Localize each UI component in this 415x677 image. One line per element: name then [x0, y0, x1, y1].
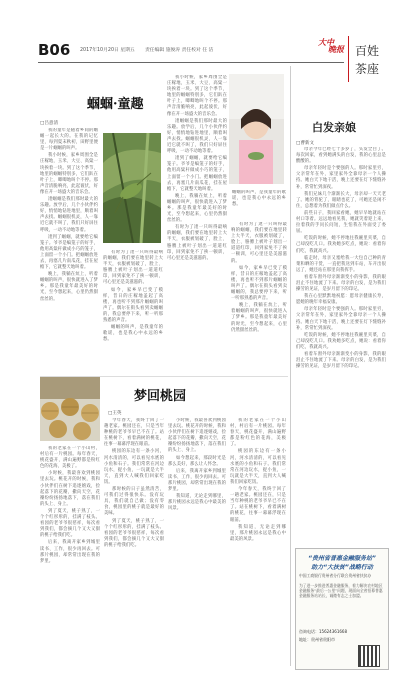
paragraph: 有时为了逮一只叫得最响的蝈蝈，我们要在地里转上大半天，衣服被划破了，脸上、胳膊上被叶子划出一道道红印，回到家免不了挨一顿训，可心里还是美滋滋的。: [231, 222, 287, 264]
paragraph: 逮到了蝈蝈，就要给它编笼子。爷爷是编笼子的好手，他用高粱秆做成小巧的笼子，上面留一个小门。把蝈蝈放进去，再塞几片南瓜花，挂在屋檐下，它就整天地叫着。: [167, 156, 227, 192]
paragraph: 我的童年是随着乡间的蝈蝈一起长大的。在我的记忆里，每到夏末秋初，田野里便是一片蝈蝈的叫声。: [40, 128, 98, 152]
paragraph: 后来，我离开家乡到城里读书、工作，很少再回去。可那片桃园，却常常出现在我的梦里。: [168, 468, 226, 493]
paragraph: 小时候，我最喜欢到桃园里去玩。桃花开的时候，我和小伙伴们在树下追逐嬉戏，捡起落下的花瓣，撒向天空，花瓣纷纷扬扬地落下，落在我们的头上、身上。: [168, 418, 226, 454]
cricket-cage-photo: [40, 377, 100, 441]
paragraph: 我的老家在一个小山村，村后有一片桃园。每年春天，桃花盛开，满山遍野都是粉红色的花海，美极了。: [40, 446, 100, 470]
ad-box: [295, 548, 389, 670]
ad-qr-code: [358, 645, 380, 667]
article-3-body-col2: [104, 418, 164, 661]
article-1-body-col3: [167, 75, 227, 305]
paragraph: 今年春天，我终于回了一趟老家。桃园还在，只是当年种桃的老爷爷早已不在了。站在桃树下，看着满树的桃花，往事一幕幕浮现在眼前。: [230, 487, 286, 523]
paragraph: 我知道，无论走到哪里，那片桃园永远是我心中最美的风景。: [168, 494, 226, 512]
page-number: B06: [38, 41, 71, 59]
paragraph: 吃饭的时候，她不停地往我碗里夹菜，自己却没吃几口。我劝她多吃点，她说：看着你们吃，我就高兴。: [296, 332, 386, 350]
ad-slogan-line-1: “贵州省普惠金融服务站”: [308, 555, 376, 562]
paragraph: 晚上，我躺在炕上，听着蝈蝈的叫声，很快就进入了梦乡。那是我童年最美好的时光，至今想起来，心里仍然甜丝丝的。: [40, 272, 98, 302]
article-3-body-col4: [230, 418, 286, 661]
article-1-body: [40, 128, 98, 372]
ad-slogan-line-2: 助力“大扶贫”战略行动: [311, 564, 373, 571]
paragraph: 我的老家在一个小山村，村后有一片桃园。每年春天，桃花盛开，满山遍野都是粉红色的花海，美极了。: [230, 418, 286, 448]
paragraph: 我在心里默默地祝愿：愿母亲健康长寿，愿她的晚年幸福安康。: [296, 294, 386, 306]
ad-address: 地址：贵州省贵阳市: [299, 637, 335, 642]
paragraph: 桃园的东边有一条小河，河水清清的，可以看见水底的小鱼和石子。我们常常在河边玩水，捉小鱼，一玩就是大半天，直到大人喊我们回家吃饭。: [230, 449, 286, 485]
article-1-body-col4: [231, 222, 287, 372]
article-2-body: [296, 147, 386, 540]
header-rule: [38, 62, 344, 63]
article-1-byline: □吕意清: [40, 121, 59, 126]
section-name-box: [348, 36, 385, 82]
paragraph: 晚上，我躺在炕上，听着蝈蝈的叫声，很快就进入了梦乡。那是我童年最美好的时光，至今想起来，心里仍然甜丝丝的。: [231, 303, 287, 333]
article-2-title: 白发亲娘: [312, 121, 356, 134]
ad-body: 为了进一步推进普惠金融服务，着力解决农村地区金融服务“最后一公里”问题，现面向全省招募普惠金融服务站站长，诚邀有志之士加盟。: [299, 583, 383, 599]
paragraph: 我小时候，家乡周围全是庄稼地，玉米、大豆、高粱一块挨着一块。到了这个季节，地里的蝈蝈特别多，它们趴在叶子上，唧唧地叫个不停。那声音清脆响亮，此起彼伏，好像在开一场盛大的音乐会。: [167, 75, 227, 117]
paragraph: 有时为了逮一只叫得最响的蝈蝈，我们要在地里转上大半天，衣服被划破了，脸上、胳膊上被叶子划出一道道红印，回到家免不了挨一顿训，可心里还是美滋滋的。: [167, 225, 227, 261]
ad-contact-phone: 15624361668: [319, 629, 347, 634]
paragraph: 逮到了蝈蝈，就要给它编笼子。爷爷是编笼子的好手，他用高粱秆做成小巧的笼子，上面留一个小门。把蝈蝈放进去，再塞几片南瓜花，挂在屋檐下，它就整天地叫着。: [40, 234, 98, 271]
paragraph: 晚上，我躺在炕上，听着蝈蝈的叫声，很快就进入了梦乡。那是我童年最美好的时光，至今想起来，心里仍然甜丝丝的。: [167, 193, 227, 224]
paragraph: 临走时，母亲又塞给我一大包自己种的青菜和晒的干货，一直把我送到车站，车开出很远了，她还站在那里向我挥手。: [296, 255, 386, 273]
girl-photo: [229, 74, 284, 184]
paragraph: 桃园的东边有一条小河，河水清清的，可以看见水底的小鱼和石子。我们常常在河边玩水，捉小鱼，一玩就是大半天，直到大人喊我们回家吃饭。: [104, 449, 164, 485]
paragraph: 如今想起来，那段时光是那么美好，那么让人怀念。: [168, 455, 226, 467]
date-line: 2017年10月20日 星期五: [80, 48, 135, 53]
paragraph: 逮蝈蝈是我们那时最大的乐趣。放学后，几个小伙伴约好，悄悄地钻进地里，顺着叫声去找。蝈蝈很机灵，人一靠近它就不叫了，我们只好屏住呼吸，一动不动地等着。: [167, 118, 227, 155]
newspaper-logo: [316, 36, 350, 58]
paragraph: 小时候，我最喜欢到桃园里去玩。桃花开的时候，我和小伙伴们在树下追逐嬉戏，捡起落下的花瓣，撒向天空，花瓣纷纷扬扬地落下，落在我们的头上、身上。: [40, 471, 100, 507]
paragraph: 那时候的日子虽然清苦，可我们过得很快乐。没有玩具，我们就自己做；没有零食，桃园里的桃子就是最好的美味。: [104, 487, 164, 517]
paragraph: 我小时候，家乡周围全是庄稼地，玉米、大豆、高粱一块挨着一块。到了这个季节，地里的蝈蝈特别多，它们趴在叶子上，唧唧地叫个不停。那声音清脆响亮，此起彼伏，好像在开一场盛大的音乐会。: [40, 153, 98, 195]
paragraph: 今年春天，我终于回了一趟老家。桃园还在，只是当年种桃的老爷爷早已不在了。站在桃树下，看着满树的桃花，往事一幕幕浮现在眼前。: [104, 418, 164, 448]
article-3-title: 梦回桃园: [134, 389, 187, 404]
paragraph: 母亲年轻时是个要强的人。那时家里穷，父亲常年在外，家里家外全靠母亲一个人操持。她白天下地干活，晚上还要在灯下缝缝补补，常常忙到深夜。: [296, 166, 386, 190]
photo-caption: [232, 190, 286, 220]
logo-line-1: 大中: [318, 38, 334, 47]
article-3-body-col1: [40, 446, 100, 661]
paragraph: 蝈蝈的叫声，是我童年的歌谣，也是我心中永远的乡愁。: [103, 325, 163, 343]
column-divider: [290, 66, 291, 666]
paragraph: 母亲今年已经七十多岁了，头发全白了。每次回家，看到她满头的白发，我的心里总是酸酸的。: [296, 147, 386, 165]
paragraph: 吃饭的时候，她不停地往我碗里夹菜，自己却没吃几口。我劝她多吃点，她说：看着你们吃，我就高兴。: [296, 236, 386, 254]
paragraph: 后来，我离开家乡到城里读书、工作，很少再回去。可那片桃园，却常常出现在我的梦里。: [40, 540, 100, 564]
paragraph: 如今，家乡早已变了模样，昔日的庄稼地盖起了高楼，再也听不到那片蝈蝈的叫声了。偶尔在街头看到卖蝈蝈的，我总要停下来，听一听那熟悉的声音。: [103, 287, 163, 324]
paragraph: 如今，家乡早已变了模样，昔日的庄稼地盖起了高楼，再也听不到那片蝈蝈的叫声了。偶尔在街头看到卖蝈蝈的，我总要停下来，听一听那熟悉的声音。: [231, 265, 287, 302]
paragraph: 到了夏天，桃子熟了，一个个红彤彤的，挂满了枝头。看园的老爷爷很慈祥，每次看到我们，都会摘几个又大又甜的桃子给我们吃。: [104, 518, 164, 548]
caption-text: 蝈蝈的叫声，是我童年的歌谣，也是我心中永远的乡愁。: [232, 190, 286, 208]
article-1-body-col2: [103, 250, 163, 372]
cricket-photo: [103, 133, 161, 243]
section-divider: [40, 376, 288, 377]
section-name-line-1: 百姓: [355, 44, 380, 58]
article-2-byline: □曹新文: [296, 141, 315, 146]
paragraph: 我们兄妹几个渐渐长大，母亲却一天天老了。她的背驼了，眼睛也花了，可她还是闲不住，总想着为我们做点什么。: [296, 191, 386, 209]
paragraph: 到了夏天，桃子熟了，一个个红彤彤的，挂满了枝头。看园的老爷爷很慈祥，每次看到我们，都会摘几个又大又甜的桃子给我们吃。: [40, 508, 100, 539]
ad-subhead: 中国工商银行贵州省分行联合贵州省扶贫办: [299, 573, 372, 578]
logo-line-2: 晚报: [328, 45, 344, 54]
editor-line: 责任编辑 施俊涛 责任校对 任 洁: [145, 48, 214, 53]
article-3-body-col3: [168, 418, 226, 661]
paragraph: 我知道，无论走到哪里，那片桃园永远是我心中最美的风景。: [230, 524, 286, 542]
section-name-line-2: 茶座: [355, 62, 380, 76]
paragraph: 母亲年轻时是个要强的人。那时家里穷，父亲常年在外，家里家外全靠母亲一个人操持。她白天下地干活，晚上还要在灯下缝缝补补，常常忙到深夜。: [296, 307, 386, 331]
paragraph: 看着车窗外母亲渐渐变小的身影，我的眼泪止不住地流了下来。母亲的白发，是为我们操劳的见证，是岁月留下的印记。: [296, 274, 386, 293]
paragraph: 逮蝈蝈是我们那时最大的乐趣。放学后，几个小伙伴约好，悄悄地钻进地里，顺着叫声去找。蝈蝈很机灵，人一靠近它就不叫了，我们只好屏住呼吸，一动不动地等着。: [40, 197, 98, 233]
paragraph: 有时为了逮一只叫得最响的蝈蝈，我们要在地里转上大半天，衣服被划破了，脸上、胳膊上被叶子划出一道道红印，回到家免不了挨一顿训，可心里还是美滋滋的。: [103, 250, 163, 286]
ad-contact: [299, 629, 385, 635]
article-3-byline: □王英: [108, 411, 122, 416]
paragraph: 看着车窗外母亲渐渐变小的身影，我的眼泪止不住地流了下来。母亲的白发，是为我们操劳的见证，是岁月留下的印记。: [296, 352, 386, 370]
ad-contact-label: 咨询电话：: [299, 629, 319, 634]
paragraph: 前些日子，我回家看她，她早早地就站在村口等着。远远地看见我，她就笑着迎上来，拉着我的手问长问短，生怕我在外面受了委屈。: [296, 210, 386, 235]
article-1-title: 蝈蝈·童趣: [87, 97, 144, 112]
